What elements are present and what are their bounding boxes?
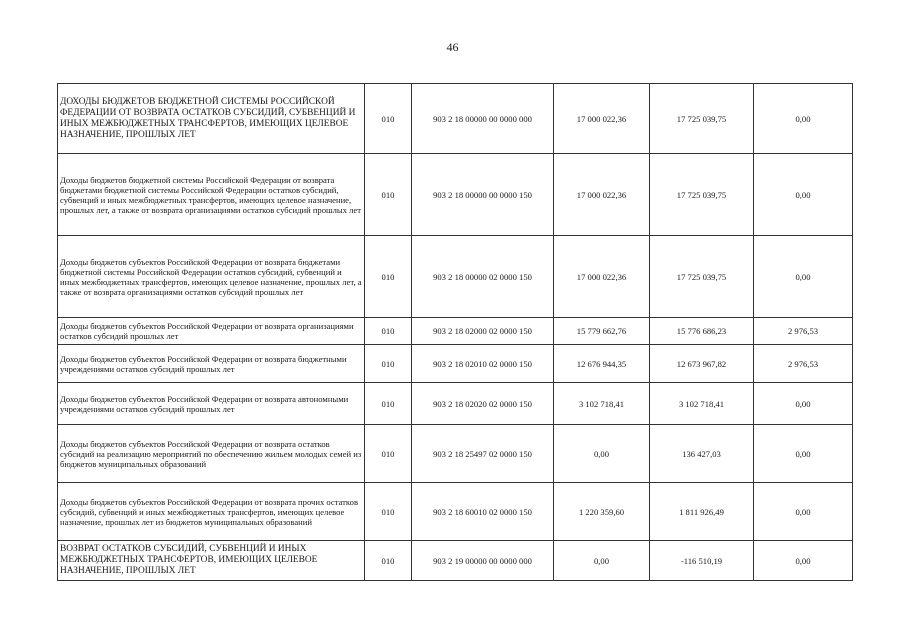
table-row: [58, 483, 853, 541]
row-amount-col5: 3 102 718,41: [650, 383, 754, 425]
row-amount-col4: 12 676 944,35: [554, 345, 650, 383]
row-amount-col6: 0,00: [754, 236, 853, 318]
table-row: [58, 84, 853, 154]
row-amount-col4: 3 102 718,41: [554, 383, 650, 425]
row-amount-col6: 0,00: [754, 425, 853, 483]
page-number: 46: [446, 40, 459, 54]
row-line-code: 010: [365, 84, 412, 154]
row-amount-col6: 0,00: [754, 154, 853, 236]
row-name: Доходы бюджетов субъектов Российской Федерации от возврата организациями остатков субсидий прошлых лет: [58, 318, 365, 345]
row-name: ВОЗВРАТ ОСТАТКОВ СУБСИДИЙ, СУБВЕНЦИЙ И ИНЫХ МЕЖБЮДЖЕТНЫХ ТРАНСФЕРТОВ, ИМЕЮЩИХ ЦЕЛЕВОЕ НАЗНАЧЕНИЕ, ПРОШЛЫХ ЛЕТ: [58, 541, 365, 581]
table-row: [58, 154, 853, 236]
row-line-code: 010: [365, 154, 412, 236]
row-line-code: 010: [365, 318, 412, 345]
row-name: Доходы бюджетов бюджетной системы Российской Федерации от возврата бюджетами бюджетной системы Российской Федерации остатков субсидий, субвенций и иных межбюджетных трансфертов, имеющих целевое назначение, прошлых лет, а также от возврата организациями остатков субсидий прошлых лет: [58, 154, 365, 236]
row-amount-col5: 12 673 967,82: [650, 345, 754, 383]
row-amount-col5: 15 776 686,23: [650, 318, 754, 345]
row-amount-col5: 17 725 039,75: [650, 84, 754, 154]
row-budget-classification-code: 903 2 18 00000 00 0000 000: [412, 84, 554, 154]
table-row: [58, 236, 853, 318]
row-line-code: 010: [365, 541, 412, 581]
row-name: Доходы бюджетов субъектов Российской Федерации от возврата автономными учреждениями остатков субсидий прошлых лет: [58, 383, 365, 425]
row-amount-col5: 136 427,03: [650, 425, 754, 483]
row-line-code: 010: [365, 236, 412, 318]
row-budget-classification-code: 903 2 18 02010 02 0000 150: [412, 345, 554, 383]
row-amount-col4: 0,00: [554, 541, 650, 581]
row-amount-col5: 1 811 926,49: [650, 483, 754, 541]
row-budget-classification-code: 903 2 18 00000 02 0000 150: [412, 236, 554, 318]
row-amount-col4: 0,00: [554, 425, 650, 483]
row-amount-col5: -116 510,19: [650, 541, 754, 581]
table-row: [58, 383, 853, 425]
row-budget-classification-code: 903 2 18 02000 02 0000 150: [412, 318, 554, 345]
row-amount-col5: 17 725 039,75: [650, 154, 754, 236]
row-budget-classification-code: 903 2 18 25497 02 0000 150: [412, 425, 554, 483]
table-row: [58, 541, 853, 581]
row-name: Доходы бюджетов субъектов Российской Федерации от возврата бюджетами бюджетной системы Российской Федерации остатков субсидий, субвенций и иных межбюджетных трансфертов, имеющих целевое назначение, прошлых лет, а также от возврата организациями остатков субсидий прошлых лет: [58, 236, 365, 318]
row-name: Доходы бюджетов субъектов Российской Федерации от возврата остатков субсидий на реализацию мероприятий по обеспечению жильем молодых семей из бюджетов муниципальных образований: [58, 425, 365, 483]
row-line-code: 010: [365, 383, 412, 425]
row-name: ДОХОДЫ БЮДЖЕТОВ БЮДЖЕТНОЙ СИСТЕМЫ РОССИЙСКОЙ ФЕДЕРАЦИИ ОТ ВОЗВРАТА ОСТАТКОВ СУБСИДИЙ, СУБВЕНЦИЙ И ИНЫХ МЕЖБЮДЖЕТНЫХ ТРАНСФЕРТОВ, ИМЕЮЩИХ ЦЕЛЕВОЕ НАЗНАЧЕНИЕ, ПРОШЛЫХ ЛЕТ: [58, 84, 365, 154]
row-amount-col4: 15 779 662,76: [554, 318, 650, 345]
row-line-code: 010: [365, 345, 412, 383]
row-budget-classification-code: 903 2 18 60010 02 0000 150: [412, 483, 554, 541]
row-amount-col6: 2 976,53: [754, 318, 853, 345]
row-budget-classification-code: 903 2 19 00000 00 0000 000: [412, 541, 554, 581]
row-amount-col4: 17 000 022,36: [554, 236, 650, 318]
table-row: [58, 345, 853, 383]
row-name: Доходы бюджетов субъектов Российской Федерации от возврата прочих остатков субсидий, субвенций и иных межбюджетных трансфертов, имеющих целевое назначение, прошлых лет из бюджетов муниципальных образований: [58, 483, 365, 541]
row-amount-col6: 2 976,53: [754, 345, 853, 383]
row-budget-classification-code: 903 2 18 02020 02 0000 150: [412, 383, 554, 425]
row-line-code: 010: [365, 483, 412, 541]
row-budget-classification-code: 903 2 18 00000 00 0000 150: [412, 154, 554, 236]
row-line-code: 010: [365, 425, 412, 483]
row-amount-col4: 17 000 022,36: [554, 84, 650, 154]
table-row: [58, 318, 853, 345]
table-row: [58, 425, 853, 483]
row-amount-col6: 0,00: [754, 541, 853, 581]
row-amount-col6: 0,00: [754, 84, 853, 154]
row-amount-col6: 0,00: [754, 383, 853, 425]
row-name: Доходы бюджетов субъектов Российской Федерации от возврата бюджетными учреждениями остатков субсидий прошлых лет: [58, 345, 365, 383]
row-amount-col4: 1 220 359,60: [554, 483, 650, 541]
row-amount-col5: 17 725 039,75: [650, 236, 754, 318]
budget-revenue-table: [57, 83, 853, 581]
row-amount-col6: 0,00: [754, 483, 853, 541]
row-amount-col4: 17 000 022,36: [554, 154, 650, 236]
